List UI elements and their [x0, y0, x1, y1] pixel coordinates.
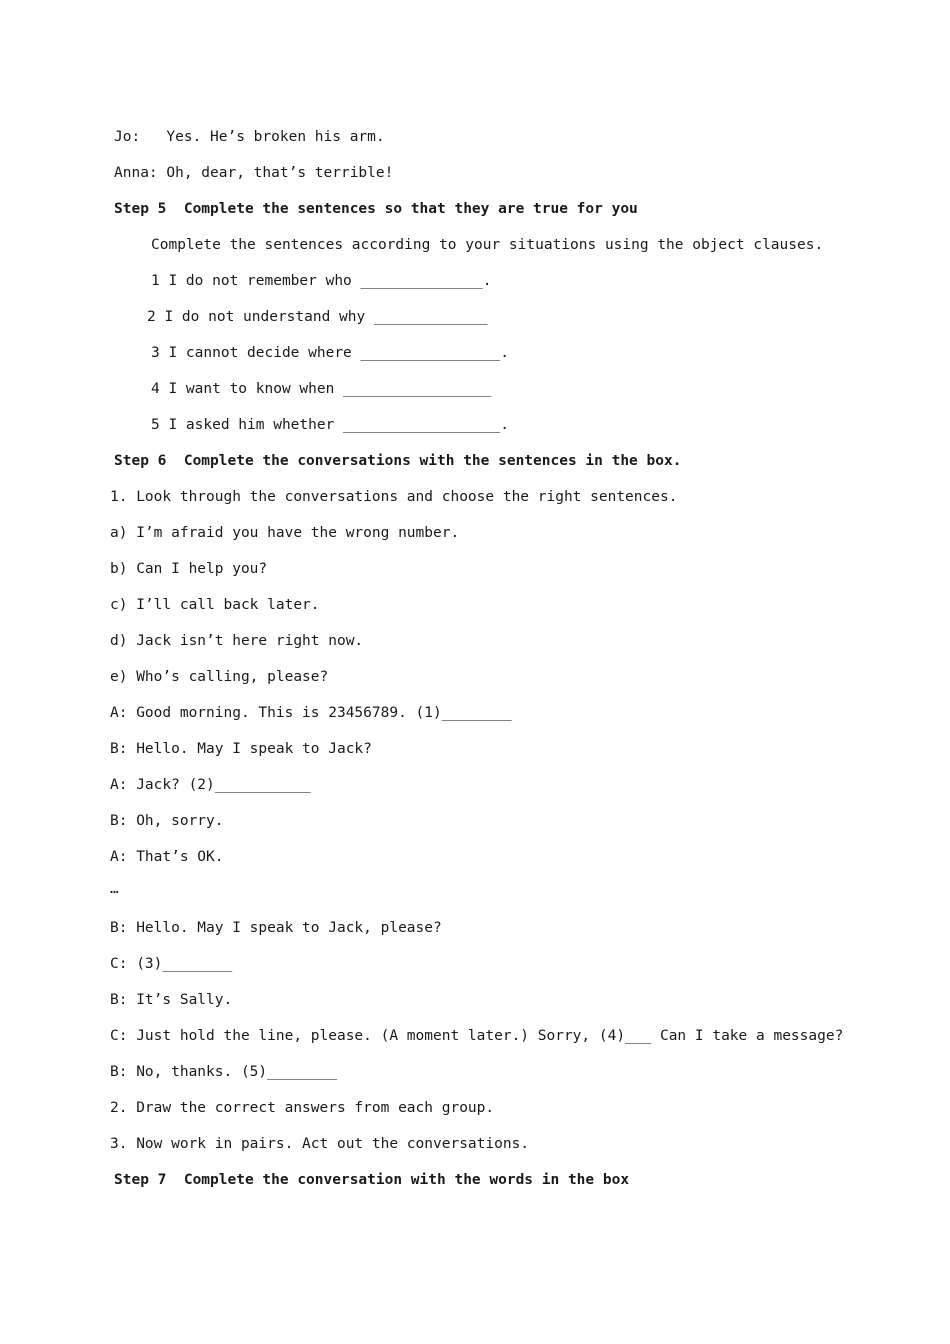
sentence-item-4: 4 I want to know when _________________ — [151, 381, 492, 397]
conversation-line: C: Just hold the line, please. (A moment later.) Sorry, (4)___ Can I take a message? — [110, 1028, 844, 1044]
step-7-heading: Step 7 Complete the conversation with the words in the box — [114, 1172, 630, 1188]
dialogue-line: Jo: Yes. He’s broken his arm. — [114, 129, 385, 145]
conversation-line: A: That’s OK. — [110, 849, 224, 865]
option-c: c) I’ll call back later. — [110, 597, 320, 613]
conversation-line: A: Jack? (2)___________ — [110, 777, 311, 793]
conversation-line: B: Hello. May I speak to Jack? — [110, 741, 372, 757]
option-d: d) Jack isn’t here right now. — [110, 633, 364, 649]
conversation-line: B: Hello. May I speak to Jack, please? — [110, 920, 442, 936]
sentence-item-2: 2 I do not understand why _____________ — [147, 309, 488, 325]
option-e: e) Who’s calling, please? — [110, 669, 329, 685]
sentence-item-3: 3 I cannot decide where ________________. — [151, 345, 509, 361]
conversation-line: B: No, thanks. (5)________ — [110, 1064, 337, 1080]
step-5-instruction: Complete the sentences according to your situations using the object clauses. — [151, 237, 824, 253]
dialogue-line: Anna: Oh, dear, that’s terrible! — [114, 165, 394, 181]
step-6-task-1: 1. Look through the conversations and choose the right sentences. — [110, 489, 678, 505]
step-6-heading: Step 6 Complete the conversations with the sentences in the box. — [114, 453, 682, 469]
ellipsis: … — [110, 881, 119, 897]
sentence-item-5: 5 I asked him whether __________________. — [151, 417, 509, 433]
sentence-item-1: 1 I do not remember who ______________. — [151, 273, 492, 289]
step-5-heading: Step 5 Complete the sentences so that they are true for you — [114, 201, 638, 217]
option-b: b) Can I help you? — [110, 561, 268, 577]
conversation-line: B: It’s Sally. — [110, 992, 233, 1008]
conversation-line: A: Good morning. This is 23456789. (1)________ — [110, 705, 512, 721]
step-6-task-3: 3. Now work in pairs. Act out the conversations. — [110, 1136, 530, 1152]
option-a: a) I’m afraid you have the wrong number. — [110, 525, 460, 541]
step-6-task-2: 2. Draw the correct answers from each group. — [110, 1100, 495, 1116]
conversation-line: B: Oh, sorry. — [110, 813, 224, 829]
conversation-line: C: (3)________ — [110, 956, 233, 972]
